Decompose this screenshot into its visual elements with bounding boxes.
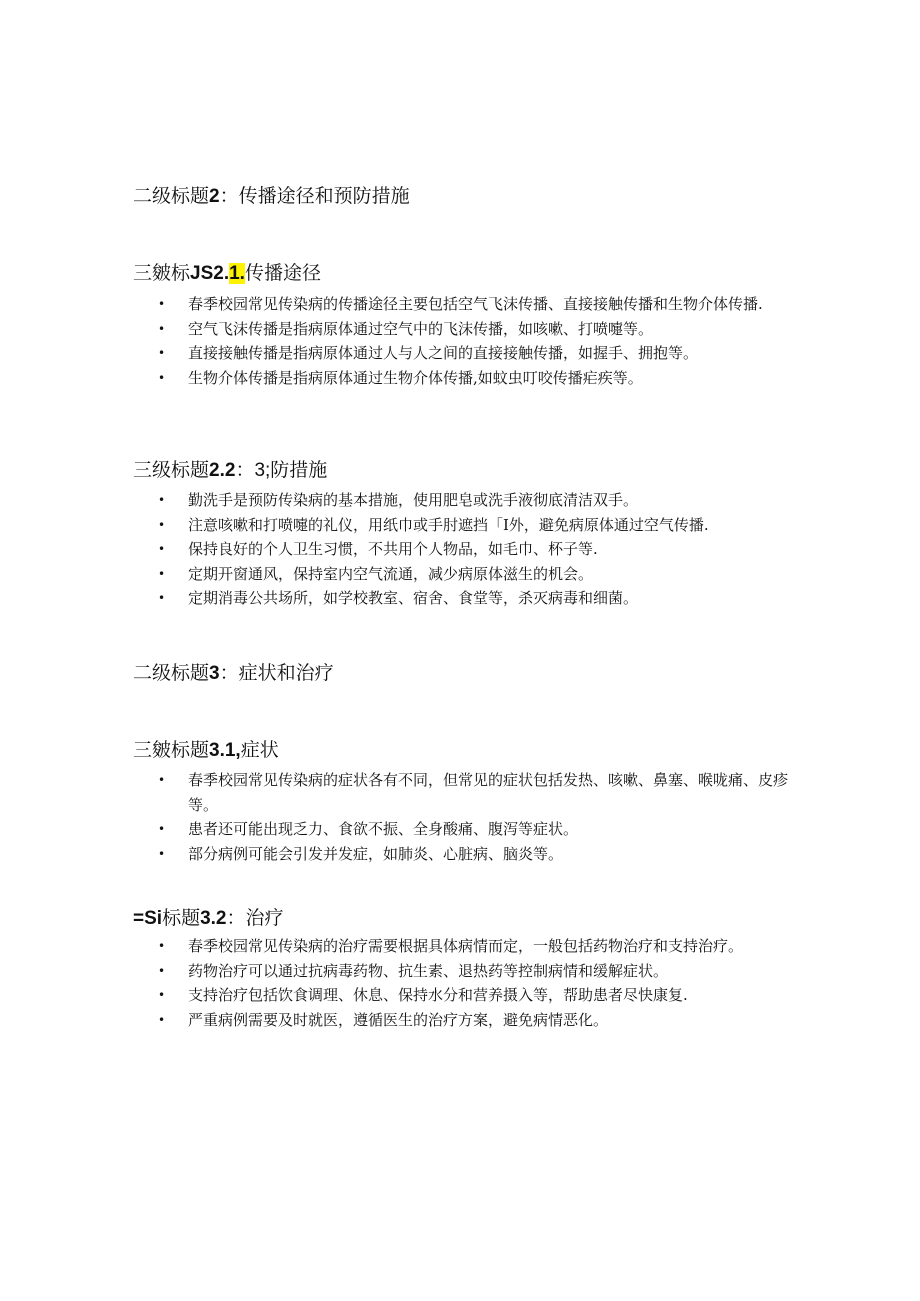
list-item [150, 562, 790, 587]
list-treatment [150, 934, 790, 1032]
list-item-text: 药物治疗可以通过抗病毒药物、抗生素、退热药等控制病情和缓解症状。 [188, 961, 669, 980]
list-transmission-routes [150, 292, 790, 390]
heading-text: ：传播途径和预防措施 [219, 186, 410, 207]
heading-prefix: 三级标题 [133, 460, 210, 481]
bullet-icon: • [158, 846, 166, 861]
bullet-icon: • [158, 963, 166, 978]
bullet-icon: • [158, 773, 166, 787]
heading-number: JS2. [190, 263, 230, 284]
list-item-text: 定期消毒公共场所，如学校教室、宿舍、食堂等，杀灭病毒和细菌。 [188, 589, 639, 607]
heading-number: 3.2 [200, 908, 227, 929]
heading-prefix: 三皴标 [133, 263, 191, 284]
heading-prefix: 三皴标题 [133, 740, 210, 761]
list-item [150, 537, 790, 562]
bullet-icon: • [158, 321, 166, 336]
list-item-text: 严重病例需要及时就医，遵循医生的治疗方案，避免病情恶化。 [188, 1010, 609, 1029]
list-item [150, 586, 790, 611]
list-item [150, 366, 790, 391]
heading-text: ：症状和治疗 [219, 663, 334, 684]
heading-prefix-garbled: =Si [133, 908, 163, 929]
bullet-icon: • [158, 493, 166, 507]
list-item-text: 注意咳嗽和打喷嚏的礼仪，用纸巾或手肘遮挡「I外，避免病原体通过空气传播. [188, 515, 709, 534]
bullet-icon: • [158, 566, 166, 581]
heading-text: 症状 [240, 740, 279, 761]
list-item-text: 春季校园常见传染病的治疗需要根据具体病情而定，一般包括药物治疗和支持治疗。 [188, 937, 744, 955]
list-item [150, 983, 790, 1008]
list-item-text: 定期开窗通风，保持室内空气流通，减少病原体滋生的机会。 [188, 564, 594, 583]
list-item [150, 292, 790, 317]
heading-2-symptoms-treatment [133, 662, 334, 686]
list-item-text: 春季校园常见传染病的传播途径主要包括空气飞沫传播、直接接触传播和生物介体传播. [188, 295, 763, 313]
list-item [150, 768, 790, 817]
bullet-icon: • [158, 1012, 166, 1027]
list-item-text: 直接接触传播是指病原体通过人与人之间的直接接触传播，如握手、拥抱等。 [188, 344, 699, 362]
list-item-text: 支持治疗包括饮食调理、休息、保持水分和营养摄入等，帮助患者尽快康复. [188, 986, 688, 1004]
heading-3-symptoms [133, 739, 279, 763]
list-item-text: 春季校园常见传染病的症状各有不同，但常见的症状包括发热、咳嗽、鼻塞、喉咙痛、皮疹等。 [188, 771, 789, 814]
list-item-text: 保持良好的个人卫生习惯，不共用个人物品，如毛巾、杯子等. [188, 540, 598, 558]
list-item [150, 488, 790, 513]
heading-2-transmission-prevention [133, 185, 410, 209]
bullet-icon: • [158, 346, 166, 360]
heading-number: 2 [209, 186, 220, 207]
bullet-icon: • [158, 542, 166, 556]
bullet-icon: • [158, 591, 166, 605]
heading-3-treatment [133, 907, 284, 931]
list-prevention-measures [150, 488, 790, 611]
bullet-icon: • [158, 988, 166, 1002]
heading-3-transmission-routes [133, 262, 321, 286]
list-item [150, 934, 790, 959]
heading-prefix: 二级标题 [133, 186, 210, 207]
list-item [150, 513, 790, 538]
heading-number: 3 [209, 663, 220, 684]
list-item [150, 959, 790, 984]
heading-text: ：治疗 [226, 908, 284, 929]
list-item [150, 842, 790, 867]
bullet-icon: • [158, 822, 166, 836]
bullet-icon: • [158, 517, 166, 532]
list-item [150, 317, 790, 342]
list-item-text: 空气飞沫传播是指病原体通过空气中的飞沫传播，如咳嗽、打喷嚏等。 [188, 319, 654, 338]
heading-prefix: 标题 [162, 908, 201, 929]
list-item [150, 817, 790, 842]
heading-3-prevention-measures [133, 459, 327, 483]
highlighted-number: 1. [229, 263, 245, 284]
list-item-text: 患者还可能出现乏力、食欲不振、全身酸痛、腹泻等症状。 [188, 820, 579, 838]
heading-number: 2.2 [209, 460, 236, 481]
bullet-icon: • [158, 370, 166, 385]
heading-prefix: 二级标题 [133, 663, 210, 684]
list-item-text: 勤洗手是预防传染病的基本措施，使用肥皂或洗手液彻底清洁双手。 [188, 491, 639, 509]
heading-number: 3.1, [209, 740, 241, 761]
bullet-icon: • [158, 939, 166, 953]
list-item-text: 部分病例可能会引发并发症，如肺炎、心脏病、脑炎等。 [188, 844, 564, 863]
bullet-icon: • [158, 297, 166, 311]
list-item [150, 341, 790, 366]
list-item-text: 生物介体传播是指病原体通过生物介体传播,如蚊虫叮咬传播疟疾等。 [188, 368, 643, 387]
list-item [150, 1008, 790, 1033]
list-symptoms [150, 768, 790, 866]
heading-text: ：3;防措施 [235, 460, 328, 481]
heading-text: 传播途径 [244, 263, 321, 284]
